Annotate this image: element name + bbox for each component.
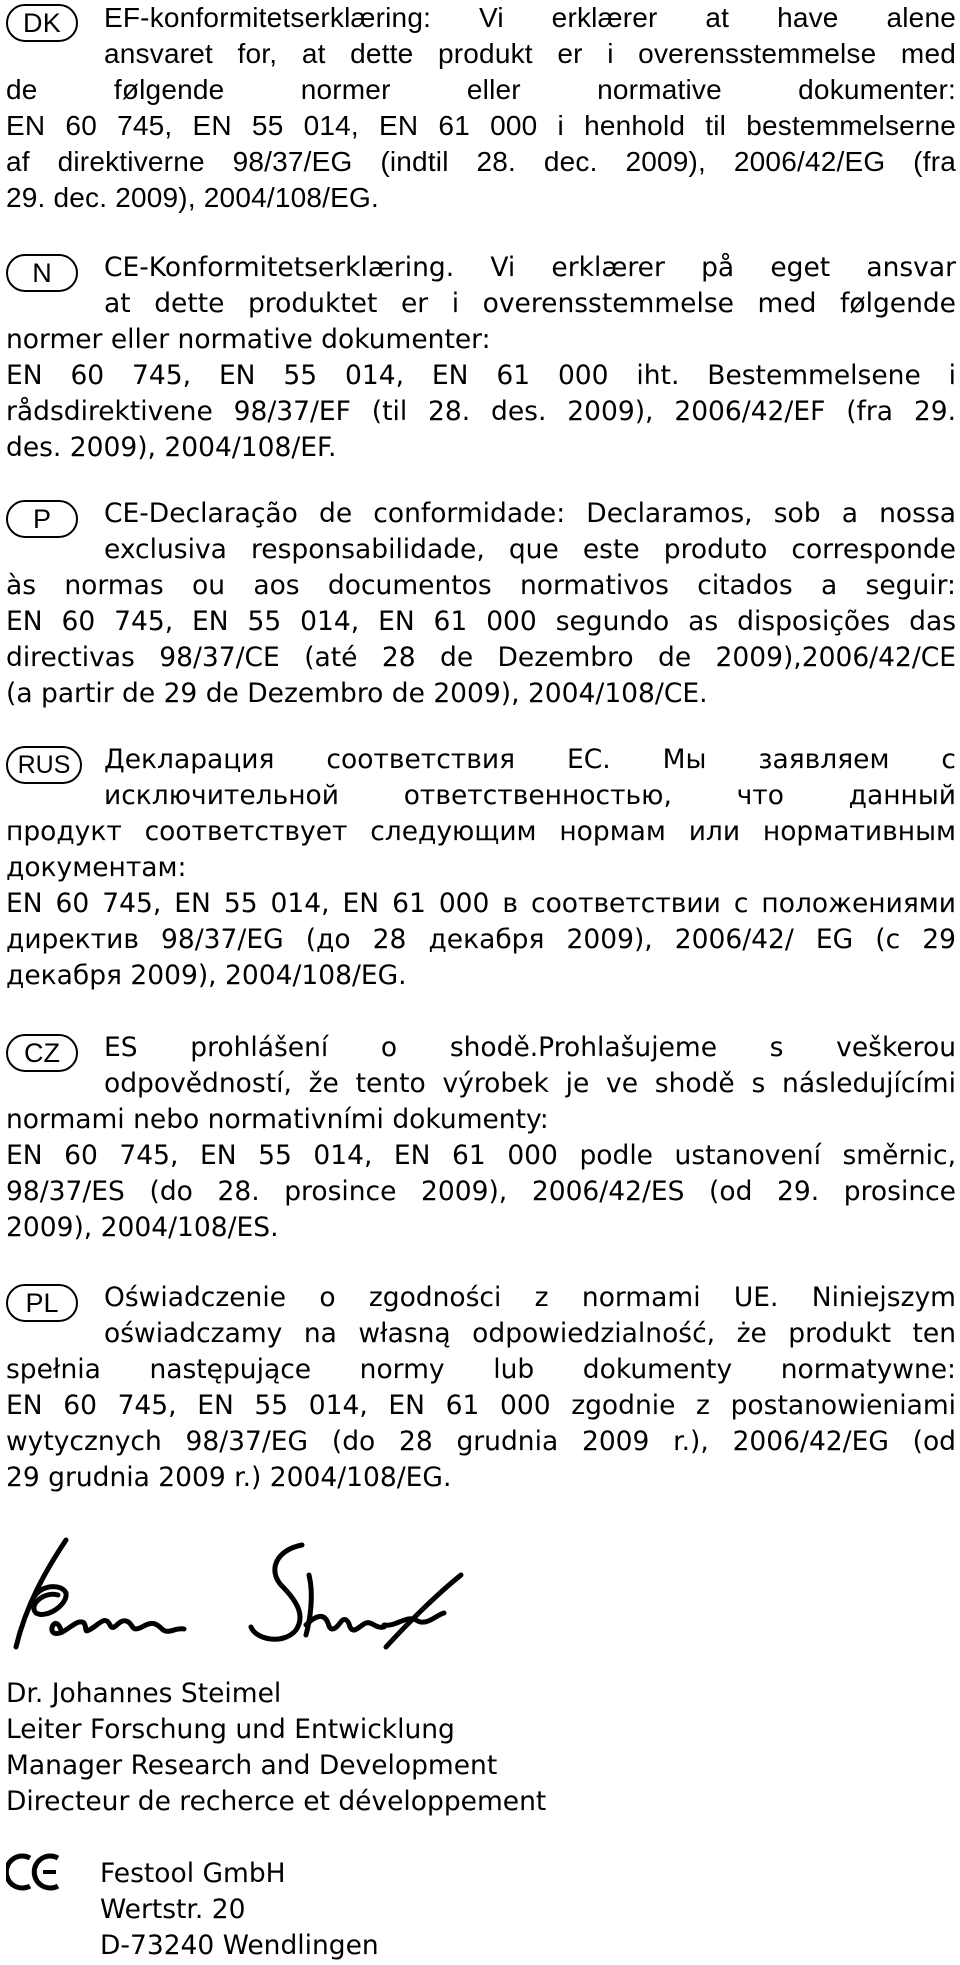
language-badge-cz: CZ bbox=[6, 1034, 78, 1072]
section-pl-line-4: EN 60 745, EN 55 014, EN 61 000 zgodnie z postanowieniami bbox=[6, 1390, 956, 1421]
company-address bbox=[100, 1856, 379, 1964]
language-badge-p: P bbox=[6, 500, 78, 538]
section-dk bbox=[6, 0, 956, 216]
company-name: Festool GmbH bbox=[100, 1858, 286, 1889]
section-rus-line-5: EN 60 745, EN 55 014, EN 61 000 в соответствии с положениями bbox=[6, 888, 956, 919]
section-p bbox=[6, 496, 956, 712]
section-p-line-1: CE-Declaração de conformidade: Declaramos, sob a nossa bbox=[104, 498, 956, 529]
section-n bbox=[6, 250, 956, 466]
section-rus-line-7: декабря 2009), 2004/108/EG. bbox=[6, 960, 407, 991]
section-n-line-2: at dette produktet er i overensstemmelse med følgende bbox=[104, 288, 956, 319]
section-cz bbox=[6, 1030, 956, 1246]
section-pl-line-3: spełnia następujące normy lub dokumenty normatywne: bbox=[6, 1354, 956, 1385]
section-pl-line-6: 29 grudnia 2009 r.) 2004/108/EG. bbox=[6, 1462, 452, 1493]
section-pl bbox=[6, 1280, 956, 1496]
section-n-line-3: normer eller normative dokumenter: bbox=[6, 324, 491, 355]
section-cz-line-3: normami nebo normativními dokumenty: bbox=[6, 1104, 549, 1135]
section-n-line-4: EN 60 745, EN 55 014, EN 61 000 iht. Bestemmelsene i bbox=[6, 360, 956, 391]
section-dk-line-2: ansvaret for, at dette produkt er i overensstemmelse med bbox=[104, 38, 956, 69]
section-dk-line-1: EF-konformitetserklæring: Vi erklærer at have alene bbox=[104, 2, 956, 33]
section-cz-line-2: odpovědností, že tento výrobek je ve shodě s následujícími bbox=[104, 1068, 956, 1099]
section-dk-line-6: 29. dec. 2009), 2004/108/EG. bbox=[6, 182, 379, 213]
section-p-line-2: exclusiva responsabilidade, que este produto corresponde bbox=[104, 534, 956, 565]
signatory-title-en: Manager Research and Development bbox=[6, 1750, 498, 1781]
language-badge-pl: PL bbox=[6, 1284, 78, 1322]
section-n-line-5: rådsdirektivene 98/37/EF (til 28. des. 2009), 2006/42/EF (fra 29. bbox=[6, 396, 956, 427]
language-badge-dk: DK bbox=[6, 4, 78, 42]
section-p-line-3: às normas ou aos documentos normativos citados a seguir: bbox=[6, 570, 956, 601]
section-rus-line-1: Декларация соответствия ЕС. Мы заявляем с bbox=[104, 744, 956, 775]
language-badge-n: N bbox=[6, 254, 78, 292]
section-n-line-1: CE-Konformitetserklæring. Vi erklærer på eget ansvar bbox=[104, 252, 956, 283]
section-dk-line-5: af direktiverne 98/37/EG (indtil 28. dec. 2009), 2006/42/EG (fra bbox=[6, 146, 956, 177]
section-cz-line-6: 2009), 2004/108/ES. bbox=[6, 1212, 279, 1243]
signature-image bbox=[6, 1535, 506, 1655]
section-pl-line-2: oświadczamy na własną odpowiedzialność, że produkt ten bbox=[104, 1318, 956, 1349]
section-rus-line-3: продукт соответствует следующим нормам или нормативным bbox=[6, 816, 956, 847]
section-rus-line-4: документам: bbox=[6, 852, 187, 883]
company-street: Wertstr. 20 bbox=[100, 1894, 246, 1925]
section-p-line-6: (a partir de 29 de Dezembro de 2009), 2004/108/CE. bbox=[6, 678, 708, 709]
section-cz-line-4: EN 60 745, EN 55 014, EN 61 000 podle ustanovení směrnic, bbox=[6, 1140, 956, 1171]
section-pl-line-5: wytycznych 98/37/EG (do 28 grudnia 2009 r.), 2006/42/EG (od bbox=[6, 1426, 956, 1457]
section-n-line-6: des. 2009), 2004/108/EF. bbox=[6, 432, 337, 463]
section-p-line-4: EN 60 745, EN 55 014, EN 61 000 segundo as disposições das bbox=[6, 606, 956, 637]
section-rus bbox=[6, 742, 956, 994]
section-p-line-5: directivas 98/37/CE (até 28 de Dezembro de 2009),2006/42/CE bbox=[6, 642, 956, 673]
section-rus-line-6: директив 98/37/EG (до 28 декабря 2009), 2006/42/ EG (с 29 bbox=[6, 924, 956, 955]
language-badge-rus: RUS bbox=[6, 746, 82, 784]
company-city: D-73240 Wendlingen bbox=[100, 1930, 379, 1961]
signatory-block bbox=[6, 1676, 546, 1820]
signatory-name: Dr. Johannes Steimel bbox=[6, 1678, 282, 1709]
section-dk-line-4: EN 60 745, EN 55 014, EN 61 000 i henhold til bestemmelserne bbox=[6, 110, 956, 141]
section-dk-line-3: de følgende normer eller normative dokumenter: bbox=[6, 74, 956, 105]
section-cz-line-1: ES prohlášení o shodě.Prohlašujeme s veškerou bbox=[104, 1032, 956, 1063]
signatory-title-fr: Directeur de recherce et développement bbox=[6, 1786, 547, 1817]
ce-conformity-icon bbox=[6, 1852, 62, 1892]
signatory-title-de: Leiter Forschung und Entwicklung bbox=[6, 1714, 455, 1745]
section-pl-line-1: Oświadczenie o zgodności z normami UE. Niniejszym bbox=[104, 1282, 956, 1313]
section-cz-line-5: 98/37/ES (do 28. prosince 2009), 2006/42/ES (od 29. prosince bbox=[6, 1176, 956, 1207]
section-rus-line-2: исключительной ответственностью, что данный bbox=[104, 780, 956, 811]
